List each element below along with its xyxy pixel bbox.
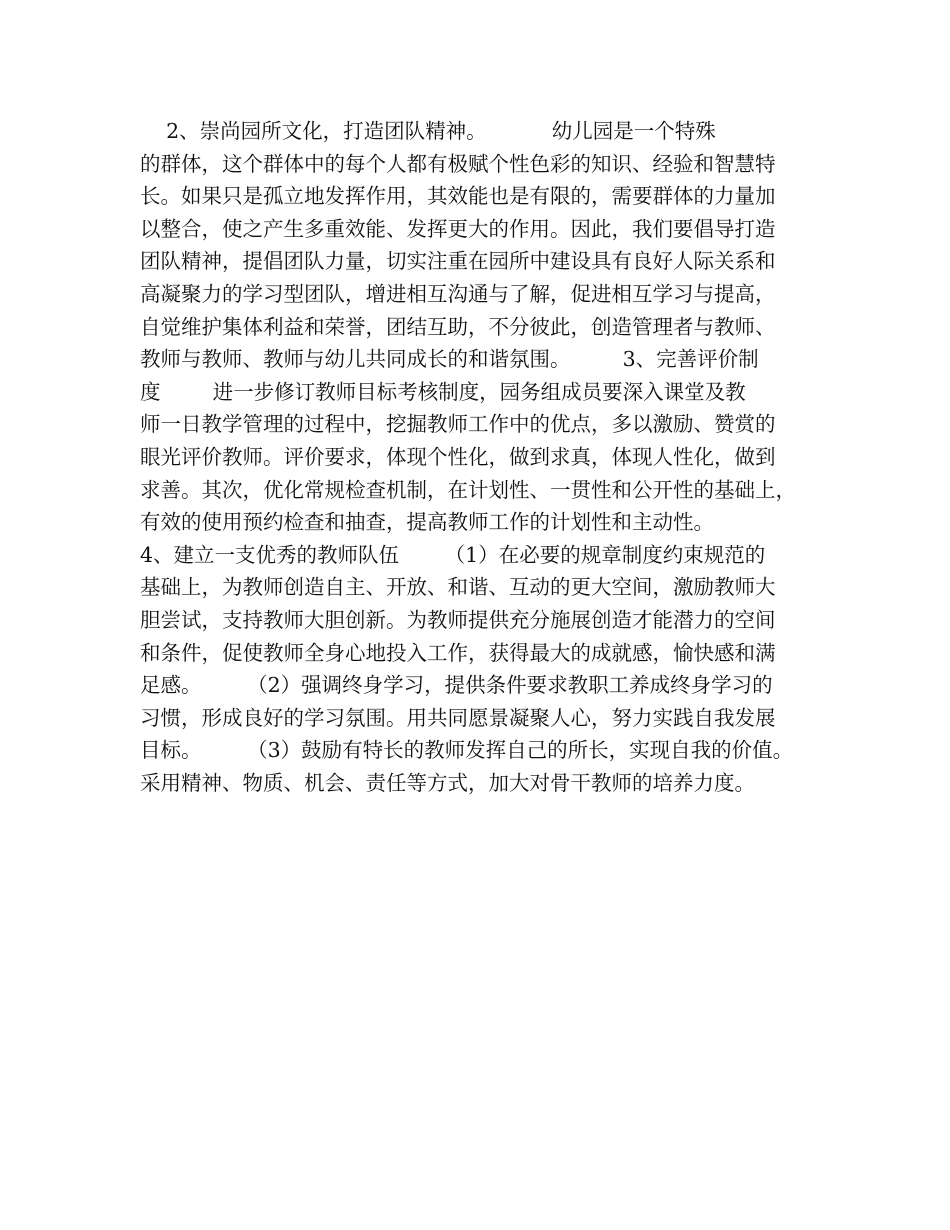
text-line: 和条件，促使教师全身心地投入工作，获得最大的成就感，愉快感和满	[140, 640, 776, 665]
text-line: 度 进一步修订教师目标考核制度，园务组成员要深入课堂及教	[140, 379, 746, 404]
text-line: 团队精神，提倡团队力量，切实注重在园所中建设具有良好人际关系和	[140, 249, 776, 274]
text-line: 教师与教师、教师与幼儿共同成长的和谐氛围。 3、完善评价制	[140, 347, 759, 372]
text-line: 眼光评价教师。评价要求，体现个性化，做到求真，体现人性化，做到	[140, 444, 776, 469]
text-line: 师一日教学管理的过程中，挖掘教师工作中的优点，多以激励、赞赏的	[140, 412, 776, 437]
text-line: 2、崇尚园所文化，打造团队精神。 幼儿园是一个特殊	[140, 119, 716, 143]
text-line: 足感。 （2）强调终身学习，提供条件要求教职工养成终身学习的	[140, 673, 773, 698]
text-line: 4、建立一支优秀的教师队伍 （1）在必要的规章制度约束规范的	[140, 542, 766, 567]
text-line: 采用精神、物质、机会、责任等方式，加大对骨干教师的培养力度。	[140, 770, 755, 795]
text-line: 有效的使用预约检查和抽查，提高教师工作的计划性和主动性。	[140, 510, 714, 535]
text-line: 目标。 （3）鼓励有特长的教师发挥自己的所长，实现自我的价值。	[140, 738, 794, 763]
text-line: 自觉维护集体利益和荣誉，团结互助，不分彼此，创造管理者与教师、	[140, 314, 776, 339]
text-line: 长。如果只是孤立地发挥作用，其效能也是有限的，需要群体的力量加	[140, 184, 776, 209]
text-line: 习惯，形成良好的学习氛围。用共同愿景凝聚人心，努力实践自我发展	[140, 705, 776, 730]
text-line: 求善。其次，优化常规检查机制，在计划性、一贯性和公开性的基础上，	[140, 477, 796, 502]
text-line: 以整合，使之产生多重效能、发挥更大的作用。因此，我们要倡导打造	[140, 216, 776, 241]
text-line: 的群体，这个群体中的每个人都有极赋个性色彩的知识、经验和智慧特	[140, 151, 776, 176]
text-line: 基础上，为教师创造自主、开放、和谐、互动的更大空间，激励教师大	[140, 575, 776, 600]
text-line: 胆尝试，支持教师大胆创新。为教师提供充分施展创造才能潜力的空间	[140, 607, 776, 632]
text-line: 高凝聚力的学习型团队，增进相互沟通与了解，促进相互学习与提高，	[140, 281, 776, 306]
body-text	[140, 115, 830, 799]
